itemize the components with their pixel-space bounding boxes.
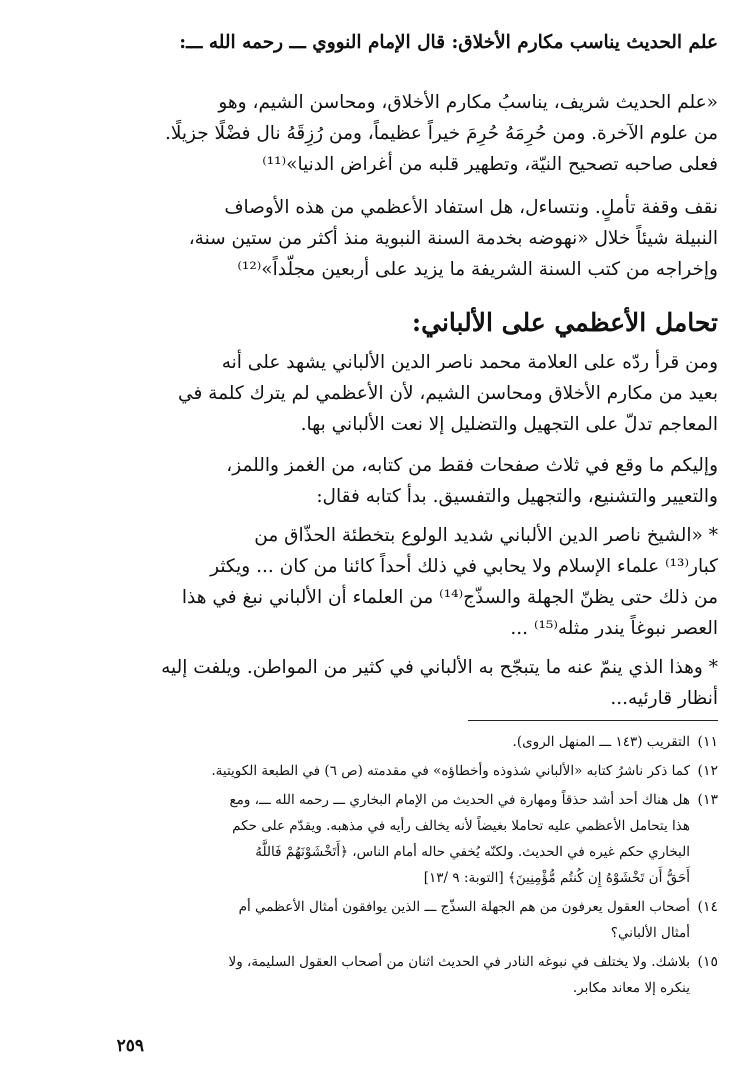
text-line: العصر نبوغاً يندر مثله⁽¹⁵⁾ ... xyxy=(510,617,718,639)
text-line: والتعيير والتشنيع، والتجهيل والتفسيق. بدأ كتابه فقال: xyxy=(316,485,718,507)
paragraph-nawawi-quote xyxy=(28,87,718,180)
page-number: ٢٥٩ xyxy=(116,1036,144,1056)
footnote-divider xyxy=(468,720,718,721)
paragraph-critique xyxy=(28,347,718,440)
text-line: بعيد من مكارم الأخلاق ومحاسن الشيم، لأن الأعظمي لم يترك كلمة في xyxy=(178,382,718,404)
footnote xyxy=(28,758,718,784)
footnote-number: ١١) xyxy=(697,733,718,750)
footnote-number: ١٥) xyxy=(697,953,718,970)
section-heading: تحامل الأعظمي على الألباني: xyxy=(411,307,718,337)
text-line: النبيلة شيئاً خلال «نهوضه بخدمة السنة النبوية منذ أكثر من ستين سنة، xyxy=(188,227,718,249)
text-line: وإخراجه من كتب السنة الشريفة ما يزيد على أربعين مجلّداً»⁽¹²⁾ xyxy=(237,258,718,280)
text-line: وإليكم ما وقع في ثلاث صفحات فقط من كتابه، من الغمز واللمز، xyxy=(226,454,718,476)
footnote-text: أمثال الألباني؟ xyxy=(610,924,690,941)
text-line: نقف وقفة تأملٍ. ونتساءل، هل استفاد الأعظمي من هذه الأوصاف xyxy=(224,196,718,218)
book-page xyxy=(28,22,718,1052)
footnote-text: البخاري حكم غيره في الحديث. ولكنّه يُخفي حاله أمام الناس، ﴿أَتَخْشَوْنَهُمْ فَاللَّهُ xyxy=(255,843,690,860)
text-line: «علم الحديث شريف، يناسبُ مكارم الأخلاق، ومحاسن الشيم، وهو xyxy=(218,91,718,113)
text-line: ومن قرأ ردّه على العلامة محمد ناصر الدين الألباني يشهد على أنه xyxy=(221,351,718,373)
footnote-text: ينكره إلا معاند مكابر. xyxy=(572,979,690,996)
footnote-number: ١٢) xyxy=(697,762,718,779)
footnotes xyxy=(28,729,718,1001)
footnote-number: ١٣) xyxy=(697,791,718,808)
paragraph-examples-intro xyxy=(28,450,718,512)
text-line: أنظار قارئيه... xyxy=(610,687,718,709)
footnote xyxy=(28,729,718,755)
footnote-text: بلاشك. ولا يختلف في نبوغه النادر في الحديث اثنان من أصحاب العقول السليمة، ولا xyxy=(228,953,690,970)
footnote-text: أَحَقُّ أَن تَخْشَوْهُ إِن كُنتُم مُّؤْمِنِينَ﴾ [التوبة: ٩ /١٣] xyxy=(423,869,690,886)
footnote-text: التقريب (١٤٣ ـــ المنهل الروى). xyxy=(512,733,690,750)
paragraph-quote-1 xyxy=(28,520,718,644)
footnote-text: هذا يتحامل الأعظمي عليه تحاملا بغيضاً لأنه يخالف رأيه في مذهبه. ويقدّم على حكم xyxy=(232,817,690,834)
text-line: فعلى صاحبه تصحيح النيّة، وتطهير قلبه من أغراض الدنيا»⁽¹¹⁾ xyxy=(262,153,718,175)
footnote xyxy=(28,787,718,891)
text-line: كبار⁽¹³⁾ علماء الإسلام ولا يحابي في ذلك أحداً كائنا من كان ... ويكثر xyxy=(210,555,718,577)
text-line: * وهذا الذي ينمّ عنه ما يتبجّح به الألباني في كثير من المواطن. ويلفت إليه xyxy=(161,656,718,678)
text-line: المعاجم تدلّ على التجهيل والتضليل إلا نعت الألباني بها. xyxy=(300,413,718,435)
text-line: * «الشيخ ناصر الدين الألباني شديد الولوع بتخطئة الحذّاق من xyxy=(254,524,718,546)
text-line: من علوم الآخرة. ومن حُرِمَهُ حُرِمَ خيراً عظيماً، ومن رُزِقَهُ نال فضْلًا جزيلًا. xyxy=(164,122,718,144)
footnote-text: كما ذكر ناشرُ كتابه «الألباني شذوذه وأخطاؤه» في مقدمته (ص ٦) في الطبعة الكويتية. xyxy=(211,762,690,779)
footnote xyxy=(28,949,718,1001)
footnote xyxy=(28,894,718,946)
footnote-number: ١٤) xyxy=(697,898,718,915)
intro-line: علم الحديث يناسب مكارم الأخلاق: قال الإمام النووي ـــ رحمه الله ـــ: xyxy=(179,32,718,53)
paragraph-quote-2 xyxy=(28,652,718,714)
text-line: من ذلك حتى يظنّ الجهلة والسذّج⁽¹⁴⁾ من العلماء أن الألباني نبغ في هذا xyxy=(181,586,718,608)
footnote-text: هل هناك أحد أشد حذقاً ومهارة في الحديث من الإمام البخاري ـــ رحمه الله ـــ، ومع xyxy=(229,791,690,808)
footnote-text: أصحاب العقول يعرفون من هم الجهلة السذّج ـــ الذين يوافقون أمثال الأعظمي أم xyxy=(238,898,690,915)
paragraph-reflection xyxy=(28,192,718,285)
